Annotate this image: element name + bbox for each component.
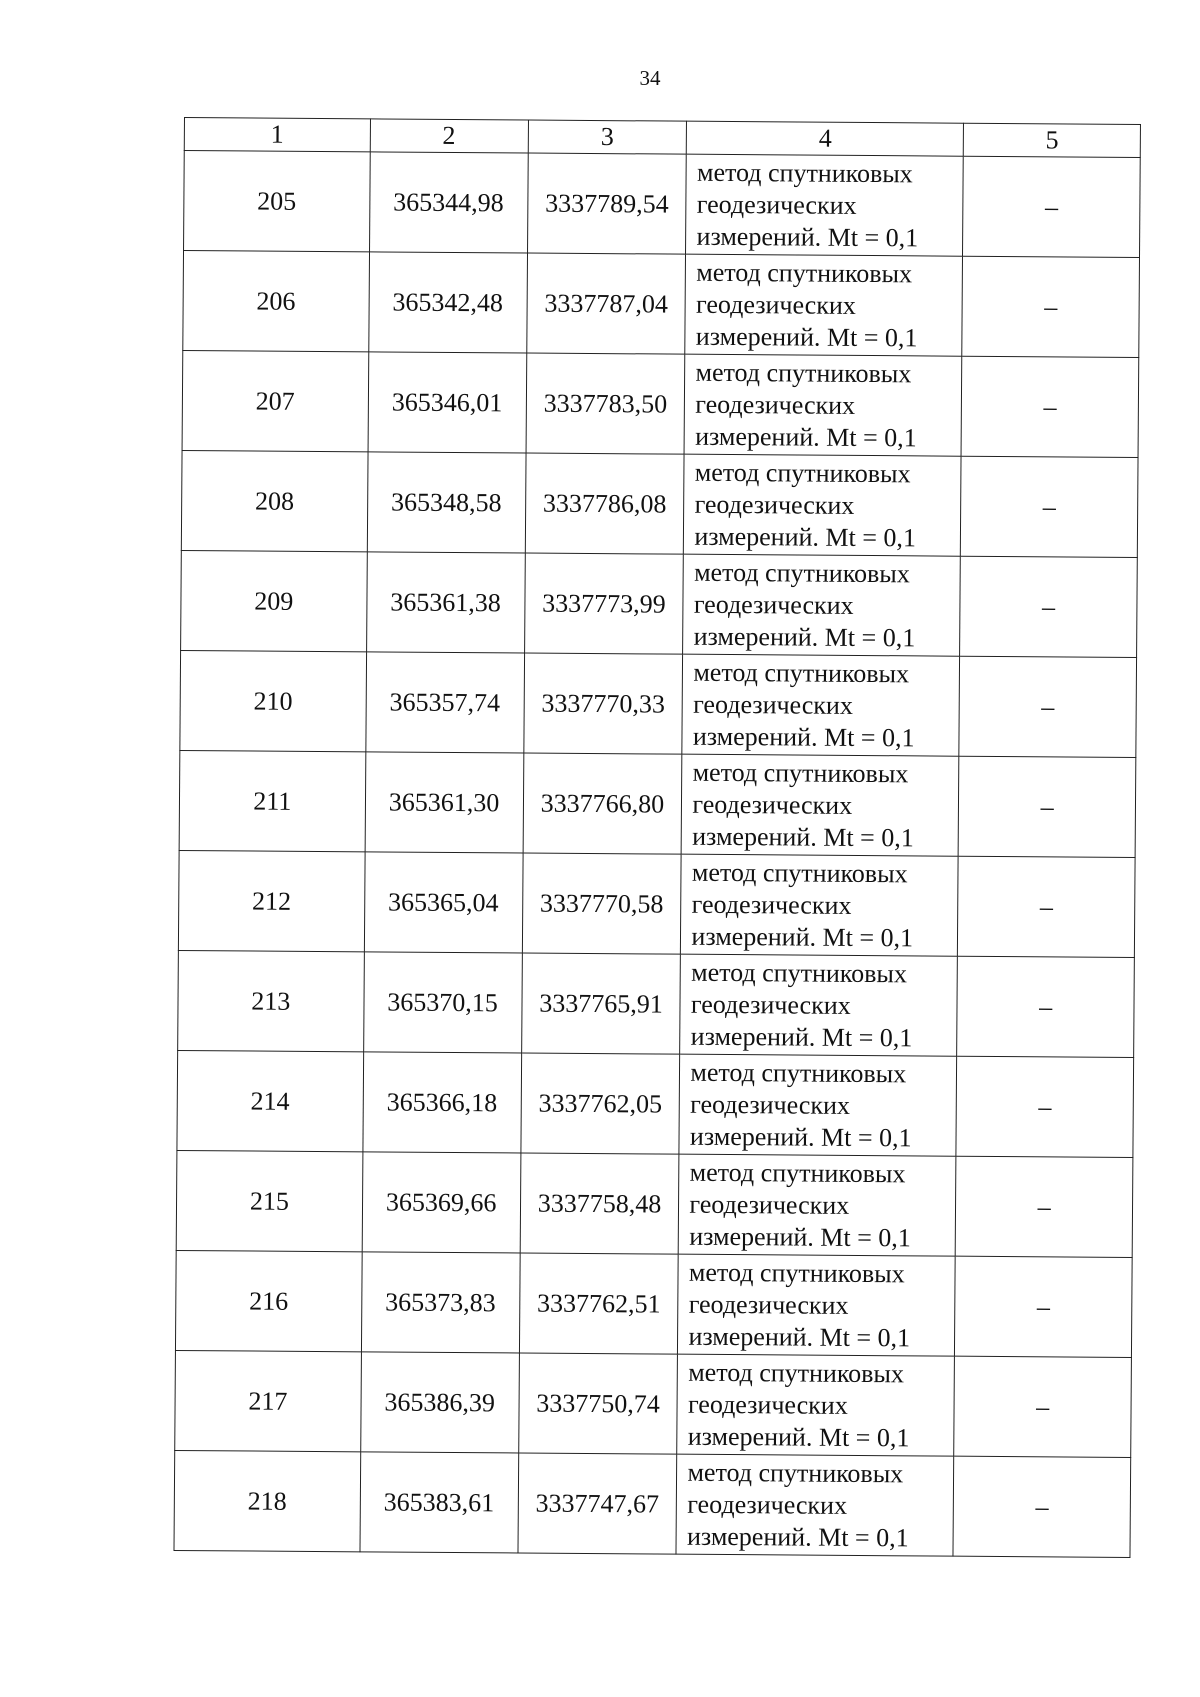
point-number-cell: 216 [175, 1250, 361, 1351]
table-row [175, 1350, 1132, 1457]
method-line: измерений. Mt = 0,1 [688, 1321, 911, 1352]
note-cell: – [961, 356, 1138, 457]
x-coordinate-cell: 365344,98 [369, 152, 528, 253]
method-line: геодезических [694, 489, 855, 520]
x-coordinate-cell: 365386,39 [360, 1352, 519, 1453]
method-line: геодезических [688, 1289, 849, 1320]
point-number-cell: 211 [179, 750, 365, 851]
x-coordinate-cell: 365361,30 [365, 752, 524, 853]
point-number-cell: 207 [182, 350, 368, 451]
note-cell: – [958, 756, 1135, 857]
y-coordinate-cell: 3337789,54 [527, 153, 687, 254]
note-cell: – [956, 1056, 1133, 1157]
note-cell: – [960, 556, 1137, 657]
point-number-cell: 215 [176, 1150, 362, 1251]
method-cell [680, 954, 958, 1056]
method-cell [676, 1454, 954, 1556]
note-cell: – [954, 1356, 1131, 1457]
method-line: измерений. Mt = 0,1 [696, 221, 919, 252]
table-row [182, 350, 1139, 457]
header-cell-5: 5 [964, 123, 1141, 157]
point-number-cell: 217 [175, 1350, 361, 1451]
method-cell [682, 654, 960, 756]
page-number-text: 34 [639, 66, 661, 90]
table-row [181, 550, 1138, 657]
table-body [174, 151, 1140, 1558]
table-row [174, 1450, 1131, 1557]
header-cell-2: 2 [370, 119, 528, 153]
x-coordinate-cell: 365366,18 [363, 1052, 522, 1153]
y-coordinate-cell: 3337762,51 [519, 1253, 679, 1354]
point-number-cell: 218 [174, 1450, 360, 1551]
table-row [181, 450, 1138, 557]
method-line: метод спутниковых [688, 1357, 905, 1388]
x-coordinate-cell: 365383,61 [360, 1452, 519, 1553]
method-line: метод спутниковых [687, 1457, 904, 1488]
method-line: измерений. Mt = 0,1 [694, 521, 917, 552]
point-number-cell: 208 [181, 450, 367, 551]
table-row [177, 1050, 1134, 1157]
table-row [178, 950, 1135, 1057]
method-line: метод спутниковых [694, 557, 910, 588]
method-line: метод спутниковых [692, 757, 909, 788]
method-line: метод спутниковых [690, 1057, 907, 1088]
method-line: измерений. Mt = 0,1 [690, 1021, 913, 1052]
method-line: геодезических [696, 189, 857, 220]
point-number-cell: 205 [184, 151, 370, 252]
point-number-cell: 206 [183, 251, 369, 352]
method-cell [679, 1154, 957, 1256]
table-row [180, 650, 1137, 757]
page-number [0, 66, 1200, 91]
method-cell [677, 1354, 955, 1456]
method-cell [678, 1254, 956, 1356]
note-cell: – [962, 256, 1139, 357]
coordinates-table [173, 117, 1140, 1558]
method-line: измерений. Mt = 0,1 [693, 621, 916, 652]
x-coordinate-cell: 365373,83 [361, 1252, 520, 1353]
method-line: измерений. Mt = 0,1 [692, 721, 915, 752]
method-line: измерений. Mt = 0,1 [686, 1521, 909, 1552]
y-coordinate-cell: 3337773,99 [524, 553, 684, 654]
x-coordinate-cell: 365348,58 [367, 452, 526, 553]
note-cell: – [963, 156, 1140, 257]
header-cell-1: 1 [184, 118, 370, 152]
table-row [175, 1250, 1132, 1357]
method-line: геодезических [691, 889, 852, 920]
method-cell [683, 554, 961, 656]
method-cell [686, 154, 964, 256]
x-coordinate-cell: 365346,01 [368, 352, 527, 453]
method-line: геодезических [692, 789, 853, 820]
method-line: геодезических [690, 989, 851, 1020]
note-cell: – [957, 956, 1134, 1057]
method-line: измерений. Mt = 0,1 [691, 921, 914, 952]
y-coordinate-cell: 3337770,58 [522, 853, 682, 954]
x-coordinate-cell: 365342,48 [368, 252, 527, 353]
y-coordinate-cell: 3337762,05 [520, 1053, 680, 1154]
method-line: измерений. Mt = 0,1 [695, 421, 917, 452]
method-line: метод спутниковых [693, 657, 910, 688]
method-cell [681, 854, 959, 956]
y-coordinate-cell: 3337783,50 [526, 353, 686, 454]
y-coordinate-cell: 3337750,74 [518, 1353, 678, 1454]
table-row [184, 151, 1141, 258]
method-line: метод спутниковых [696, 257, 913, 288]
note-cell: – [959, 656, 1136, 757]
x-coordinate-cell: 365365,04 [364, 852, 523, 953]
method-cell [685, 254, 963, 356]
y-coordinate-cell: 3337786,08 [525, 453, 685, 554]
point-number-cell: 214 [177, 1050, 363, 1151]
y-coordinate-cell: 3337770,33 [523, 653, 683, 754]
method-line: метод спутниковых [695, 357, 912, 388]
method-line: геодезических [687, 1389, 848, 1420]
method-line: метод спутниковых [691, 857, 908, 888]
method-cell [684, 354, 962, 456]
y-coordinate-cell: 3337766,80 [523, 753, 683, 854]
y-coordinate-cell: 3337787,04 [526, 253, 686, 354]
method-cell [679, 1054, 957, 1156]
point-number-cell: 212 [178, 850, 364, 951]
note-cell: – [956, 1156, 1133, 1257]
y-coordinate-cell: 3337758,48 [520, 1153, 680, 1254]
x-coordinate-cell: 365357,74 [366, 652, 525, 753]
method-line: измерений. Mt = 0,1 [687, 1421, 910, 1452]
method-line: геодезических [695, 289, 856, 320]
method-line: метод спутниковых [696, 157, 913, 188]
header-cell-3: 3 [528, 120, 687, 154]
method-line: измерений. Mt = 0,1 [695, 321, 918, 352]
header-cell-4: 4 [687, 121, 964, 156]
table-row [179, 750, 1136, 857]
method-cell [684, 454, 962, 556]
method-line: геодезических [693, 589, 854, 620]
x-coordinate-cell: 365370,15 [363, 952, 522, 1053]
method-line: метод спутниковых [688, 1257, 905, 1288]
x-coordinate-cell: 365361,38 [366, 552, 525, 653]
table-row [178, 850, 1135, 957]
method-line: метод спутниковых [694, 457, 911, 488]
method-line: измерений. Mt = 0,1 [689, 1121, 912, 1152]
method-line: геодезических [687, 1489, 848, 1520]
method-line: геодезических [693, 689, 854, 720]
method-line: метод спутниковых [691, 957, 908, 988]
point-number-cell: 209 [181, 550, 367, 651]
note-cell: – [961, 456, 1138, 557]
table-row [183, 251, 1140, 358]
method-line: геодезических [695, 389, 856, 420]
note-cell: – [955, 1256, 1132, 1357]
method-line: метод спутниковых [689, 1157, 906, 1188]
y-coordinate-cell: 3337747,67 [518, 1453, 678, 1554]
point-number-cell: 210 [180, 650, 366, 751]
method-line: измерений. Mt = 0,1 [689, 1221, 911, 1252]
method-line: геодезических [690, 1089, 851, 1120]
note-cell: – [953, 1456, 1130, 1557]
note-cell: – [958, 856, 1135, 957]
method-line: геодезических [689, 1189, 850, 1220]
method-line: измерений. Mt = 0,1 [692, 821, 914, 852]
point-number-cell: 213 [178, 950, 364, 1051]
method-cell [682, 754, 960, 856]
y-coordinate-cell: 3337765,91 [521, 953, 681, 1054]
table-row [176, 1150, 1133, 1257]
x-coordinate-cell: 365369,66 [362, 1152, 521, 1253]
